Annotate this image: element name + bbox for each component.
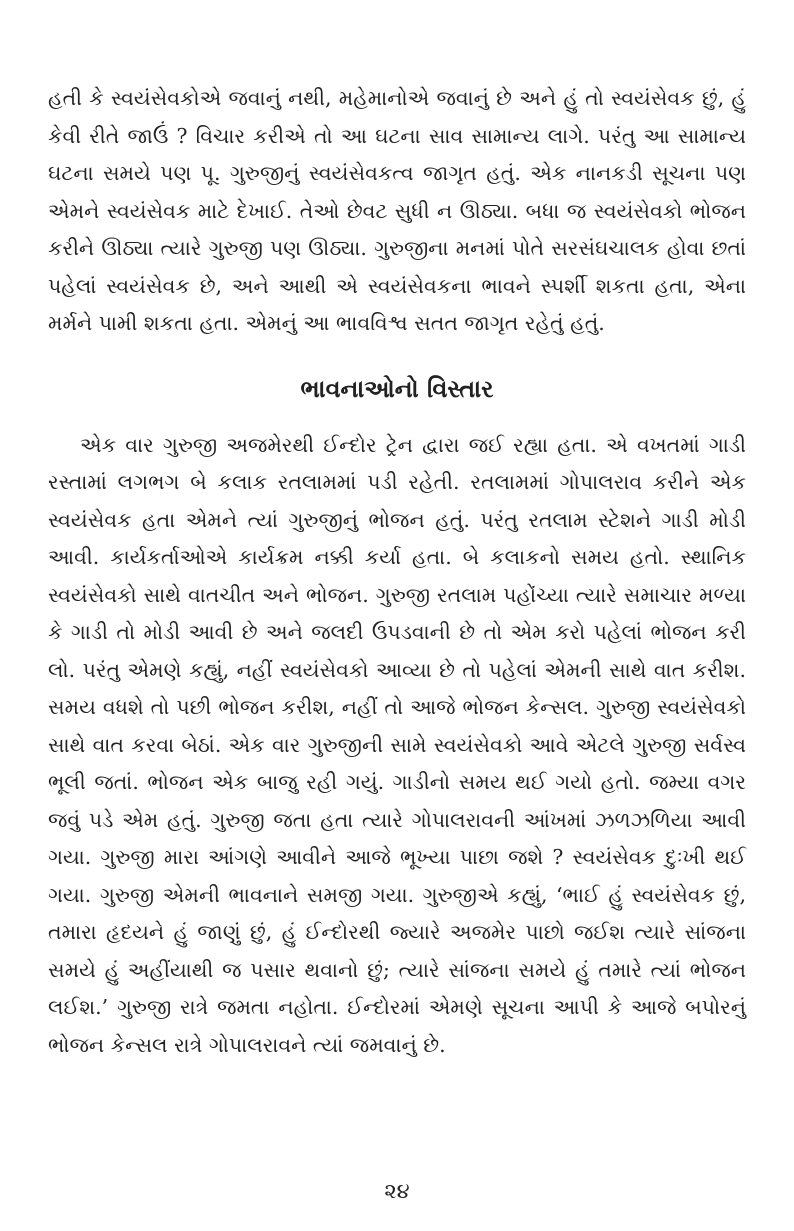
- page-body: [48, 80, 746, 1064]
- paragraph-story: એક વાર ગુરુજી અજમેરથી ઈન્દોર ટ્રેન દ્વારા જઈ રહ્યા હતા. એ વખતમાં ગાડી રસ્તામાં લગભગ બે કલાક રતલામમાં પડી રહેતી. રતલામમાં ગોપાલરાવ કરીને એક સ્વયંસેવક હતા એમને ત્યાં ગુરુજીનું ભોજન હતું. પરંતુ રતલામ સ્ટેશને ગાડી મોડી આવી. કાર્યકર્તાઓએ કાર્યક્રમ નક્કી કર્યા હતા. બે કલાકનો સમય હતો. સ્થાનિક સ્વયંસેવકો સાથે વાતચીત અને ભોજન. ગુરુજી રતલામ પહોંચ્યા ત્યારે સમાચાર મળ્યા કે ગાડી તો મોડી આવી છે અને જલદી ઉપડવાની છે તો એમ કરો પહેલાં ભોજન કરી લો. પરંતુ એમણે કહ્યું, નહીં સ્વયંસેવકો આવ્યા છે તો પહેલાં એમની સાથે વાત કરીશ. સમય વધશે તો પછી ભોજન કરીશ, નહીં તો આજે ભોજન કેન્સલ. ગુરુજી સ્વયંસેવકો સાથે વાત કરવા બેઠાં. એક વાર ગુરુજીની સામે સ્વયંસેવકો આવે એટલે ગુરુજી સર્વસ્વ ભૂલી જતાં. ભોજન એક બાજુ રહી ગયું. ગાડીનો સમય થઈ ગયો હતો. જમ્યા વગર જવું પડે એમ હતું. ગુરુજી જતા હતા ત્યારે ગોપાલરાવની આંખમાં ઝળઝળિયા આવી ગયા. ગુરુજી મારા આંગણે આવીને આજે ભૂખ્યા પાછા જશે ? સ્વયંસેવક દુઃખી થઈ ગયા. ગુરુજી એમની ભાવનાને સમજી ગયા. ગુરુજીએ કહ્યું, ‘ભાઈ હું સ્વયંસેવક છું, તમારા હૃદયને હું જાણું છું, હું ઈન્દોરથી જ્યારે અજમેર પાછો જઈશ ત્યારે સાંજના સમયે હું અહીંયાથી જ પસાર થવાનો છું; ત્યારે સાંજના સમયે હું તમારે ત્યાં ભોજન લઈશ.’ ગુરુજી રાત્રે જમતા નહોતા. ઈન્દોરમાં એમણે સૂચના આપી કે આજે બપોરનું ભોજન કેન્સલ રાત્રે ગોપાલરાવને ત્યાં જમવાનું છે.: [48, 432, 746, 1057]
- paragraph-continuation: હતી કે સ્વયંસેવકોએ જવાનું નથી, મહેમાનોએ જવાનું છે અને હું તો સ્વયંસેવક છું, હું કેવી રીતે જાઉં ? વિચાર કરીએ તો આ ઘટના સાવ સામાન્ય લાગે. પરંતુ આ સામાન્ય ઘટના સમયે પણ પૂ. ગુરુજીનું સ્વયંસેવકત્વ જાગૃત હતું. એક નાનકડી સૂચના પણ એમને સ્વયંસેવક માટે દેખાઈ. તેઓ છેવટ સુધી ન ઊઠ્યા. બધા જ સ્વયંસેવકો ભોજન કરીને ઊઠ્યા ત્યારે ગુરુજી પણ ઊઠ્યા. ગુરુજીના મનમાં પોતે સરસંઘચાલક હોવા છતાં પહેલાં સ્વયંસેવક છે, અને આથી એ સ્વયંસેવકના ભાવને સ્પર્શી શકતા હતા, એના મર્મને પામી શકતા હતા. એમનું આ ભાવવિશ્વ સતત જાગૃત રહેતું હતું.: [48, 86, 746, 335]
- section-heading: ભાવનાઓનો વિસ્તાર: [300, 373, 494, 403]
- page-number: ૨૪: [384, 1179, 410, 1203]
